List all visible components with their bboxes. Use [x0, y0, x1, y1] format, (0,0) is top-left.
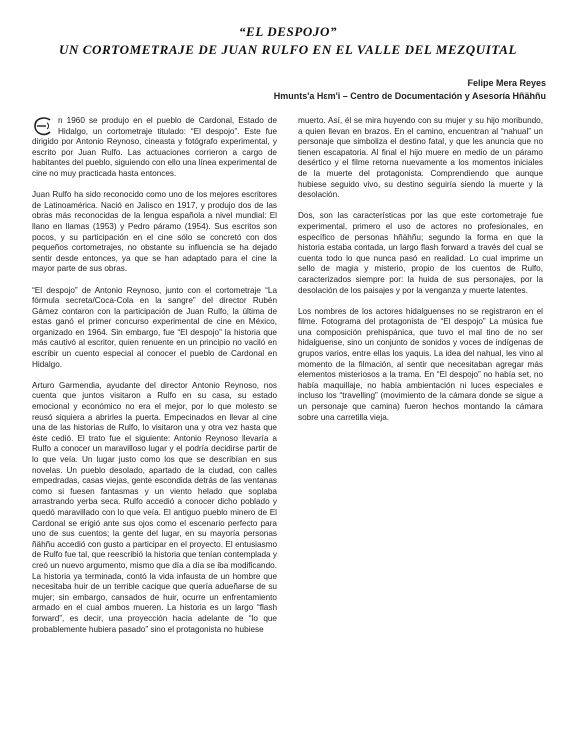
paragraph-text: n 1960 se produjo en el pueblo de Cardonal, Estado de Hidalgo, un cortometraje titulado: “El despojo”. Este fue dirigido por Antonio Reynoso, cineasta y fotógrafo experimental, y escrito por Juan Rulfo. Las actuaciones corrieron a cargo de habitantes del pueblo, siguiendo con ello una línea experimental de cine no muy practicada hasta entonces.	[32, 116, 277, 178]
paragraph	[32, 116, 277, 180]
author-affiliation: Hmunts'a Hεm'i – Centro de Documentación y Asesoría Hñähñu	[273, 91, 546, 101]
paragraph: Dos, son las características por las que este cortometraje fue experimental, primero el uso de actores no profesionales, en específico de personas hñähñu; segundo la forma en que la historia estaba contada, un largo flash forward a través del cual se cuenta todo lo que nunca pasó en realidad. Lo cual imprime un sello de magia y misterio, propio de los cuentos de Rulfo, caracterizados siempre por: la huida de sus personajes, por la desolación de los paisajes y por la venganza y muerte latentes.	[298, 211, 543, 295]
author-name: Felipe Mera Reyes	[467, 78, 546, 88]
right-column	[298, 116, 543, 434]
paragraph: Juan Rulfo ha sido reconocido como uno de los mejores escritores de Latinoamérica. Nació en Jalisco en 1917, y produjo dos de las obras más reconocidas de la lengua española a nivel mundial: El llano en llamas (1953) y Pedro páramo (1954). Sus escritos son pocos, y su participación en el cine sólo se concretó con dos pequeños cortometrajes, no obstante su influencia se ha dejado sentir desde entonces, ya que se han adaptado para el cine la mayor parte de sus obras.	[32, 190, 277, 274]
title-line-2: UN CORTOMETRAJE DE JUAN RULFO EN EL VALLE DEL MEZQUITAL	[58, 42, 518, 57]
drop-cap-e-icon	[32, 117, 54, 137]
left-column	[32, 116, 277, 646]
paragraph: muerto. Así, él se mira huyendo con su mujer y su hijo moribundo, a quien llevan en brazos. En el camino, encuentran al “nahual” un personaje que simboliza el destino fatal, y que les anuncia que no tienen escapatoria. Al final el hijo muere en medio de un páramo desértico y el filme retorna nuevamente a los momentos iniciales de la muerte del protagonista. Comprendiendo que aunque hubiese seguido vivo, su destino seguiría siendo la muerte y la desolación.	[298, 116, 543, 200]
paragraph: Arturo Garmendia, ayudante del director Antonio Reynoso, nos cuenta que juntos visitaron a Rulfo en su casa, su estado emocional y económico no era el mejor, por lo que molesto se reusó siquiera a abrirles la puerta. Empecinados en llevar al cine una de las historias de Rulfo, lo visitaron una y otra vez hasta que éste cedió. El trato fue el siguiente: Antonio Reynoso llevaría a Rulfo a conocer un maravilloso lugar y el podría decidirse partir de lo que veía. Un lugar justo como los que se describían en sus novelas. Un pueblo desolado, apartado de la ciudad, con calles empedradas, casas viejas, gente escondida detrás de las ventanas como si fuesen fantasmas y un viento helado que soplaba arrastrando yerba seca. Rulfo accedió a conocer dicho poblado y quedó maravillado con lo que veía. El antiguo pueblo minero de El Cardonal se erigió ante sus ojos como el escenario perfecto para uno de sus cuentos; la gente del lugar, en su mayoría personas ñähñu accedió con gusto a participar en el proyecto. El entusiasmo de Rulfo fue tal, que reescribió la historia que tenían contemplada y creó un nuevo argumento, mismo que día a día se iba modificando. La historia ya terminada, contó la vida infausta de un hombre que necesitaba huir de un terrible cacique que quería adueñarse de su mujer; sin embargo, cansados de huir, ocurre un enfrentamiento armado en el cual ambos mueren. La historia es un largo “flash forward”, es decir, una proyección hacia adelante de “lo que probablemente hubiera pasado” sino el protagonista no hubiese	[32, 380, 277, 634]
paragraph: “El despojo” de Antonio Reynoso, junto con el cortometraje “La fórmula secreta/Coca-Cola en la sangre” del director Rubén Gámez contaron con la participación de Juan Rulfo, la última de estas ganó el primer concurso experimental de cine en México, organizado en 1964. Sin embargo, fue “El despojo” la historia que más cautivó al escritor, quien renuente en un principio no vaciló en escribir un cuento especial al conocer el pueblo de Cardonal en Hidalgo.	[32, 285, 277, 369]
paragraph: Los nombres de los actores hidalguenses no se registraron en el filme. Fotograma del protagonista de “El despojo” La música fue una composición prehispánica, que tuvo el mal tino de no ser hidalguense, sino un conjunto de sonidos y voces de indígenas de grupos varios, entre ellas los yaquis. La idea del nahual, les vino al momento de la filmación, al sentir que necesitaban agregar más elementos misteriosos a la trama. En “El despojo” no había set, no había maquillaje, no había ambientación ni luces especiales e incluso los “travelling” (movimiento de la cámara donde se sigue a un personaje que camina) fueron hechos montando la cámara sobre una carretilla vieja.	[298, 306, 543, 422]
title-line-1: “EL DESPOJO”	[238, 24, 338, 39]
